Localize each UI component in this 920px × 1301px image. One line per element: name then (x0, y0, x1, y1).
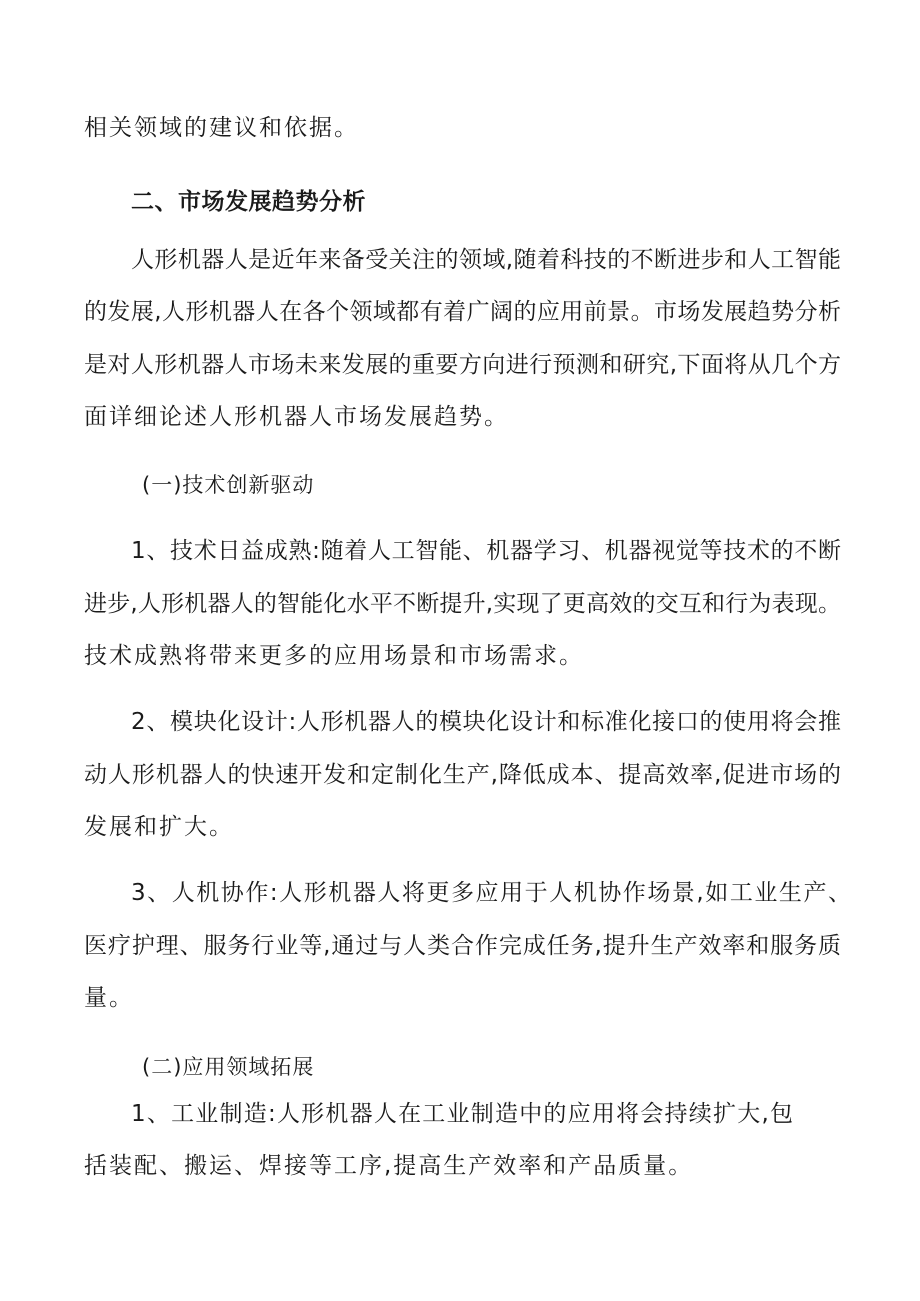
s2-item1-line-2: 括装配、搬运、焊接等工序,提高生产效率和产品质量。 (84, 1153, 694, 1179)
s2-item1-line-1: 1、工业制造:人形机器人在工业制造中的应用将会持续扩大,包 (131, 1101, 793, 1127)
overview-line-3: 是对人形机器人市场未来发展的重要方向进行预测和研究,下面将从几个方 (84, 352, 841, 378)
s1-item3-line-3: 量。 (84, 985, 134, 1011)
subsection-2-title: (二)应用领域拓展 (142, 1055, 315, 1079)
s1-item1-line-3: 技术成熟将带来更多的应用场景和市场需求。 (84, 643, 584, 669)
overview-line-1: 人形机器人是近年来备受关注的领域,随着科技的不断进步和人工智能 (131, 247, 841, 273)
s1-item3-line-1: 3、人机协作:人形机器人将更多应用于人机协作场景,如工业生产、 (131, 880, 851, 906)
intro-tail-line: 相关领域的建议和依据。 (84, 115, 359, 141)
subsection-1-title: (一)技术创新驱动 (142, 473, 315, 497)
section-heading: 二、市场发展趋势分析 (131, 189, 366, 215)
s1-item1-line-2: 进步,人形机器人的智能化水平不断提升,实现了更高效的交互和行为表现。 (84, 591, 841, 617)
s1-item3-line-2: 医疗护理、服务行业等,通过与人类合作完成任务,提升生产效率和服务质 (84, 933, 841, 959)
overview-line-2: 的发展,人形机器人在各个领域都有着广阔的应用前景。市场发展趋势分析 (84, 299, 841, 325)
overview-line-4: 面详细论述人形机器人市场发展趋势。 (84, 404, 509, 430)
s1-item2-line-3: 发展和扩大。 (84, 814, 234, 840)
s1-item2-line-1: 2、模块化设计:人形机器人的模块化设计和标准化接口的使用将会推 (131, 709, 841, 735)
s1-item1-line-1: 1、技术日益成熟:随着人工智能、机器学习、机器视觉等技术的不断 (131, 538, 841, 564)
s1-item2-line-2: 动人形机器人的快速开发和定制化生产,降低成本、提高效率,促进市场的 (84, 762, 841, 788)
